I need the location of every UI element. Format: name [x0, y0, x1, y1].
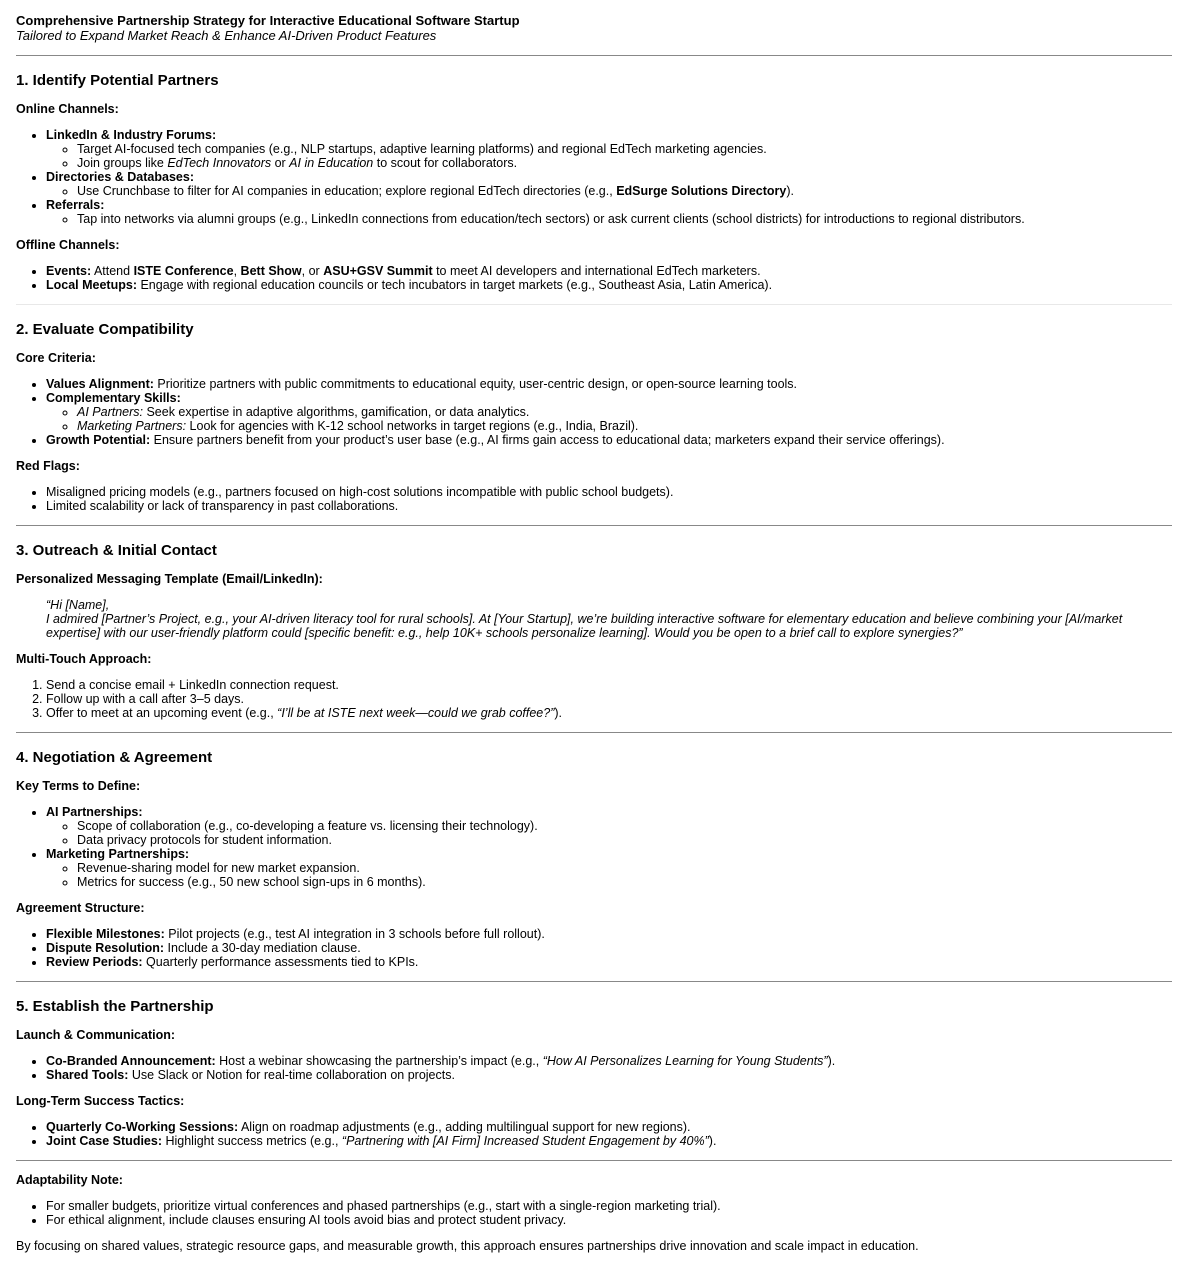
sub-list-item: ◦ AI Partners: Seek expertise in adaptive algorithms, gamification, or data analytics. — [77, 405, 1172, 419]
message-template: “Hi [Name], I admired [Partner’s Project, e.g., your AI-driven literacy tool for rural schools]. At [Your Startup], we’re building interactive software for elementary education and believe combining your [AI/market expertise] with our user-friendly platform could [specific benefit: e.g., help 10K+ schools personalize learning]. Would you be open to a brief call to explore synergies?” — [46, 598, 1123, 640]
red-flags-list — [16, 485, 1172, 513]
document-title: Comprehensive Partnership Strategy for Interactive Educational Software Startup — [16, 13, 520, 28]
subsection-heading: Personalized Messaging Template (Email/LinkedIn): — [16, 572, 323, 586]
section-heading: 4. Negotiation & Agreement — [16, 749, 213, 766]
sub-list-item: ◦ Data privacy protocols for student information. — [77, 833, 1172, 847]
long-term-list — [16, 1120, 1172, 1148]
list-item: • Limited scalability or lack of transparency in past collaborations. — [46, 499, 1172, 513]
list-item: • Dispute Resolution: Include a 30-day mediation clause. — [46, 941, 1172, 955]
sub-list-item: ◦ Metrics for success (e.g., 50 new school sign-ups in 6 months). — [77, 875, 1172, 889]
divider — [16, 525, 1172, 526]
subsection-heading: Launch & Communication: — [16, 1028, 176, 1042]
list-item: • Values Alignment: Prioritize partners with public commitments to educational equity, user-centric design, or open-source learning tools. — [46, 377, 1172, 391]
section-evaluate-compatibility — [16, 321, 1172, 513]
list-item — [46, 128, 1172, 170]
sub-list-item: ◦ Tap into networks via alumni groups (e.g., LinkedIn connections from education/tech sectors) or ask current clients (school districts) for introductions to regional distributors. — [77, 212, 1172, 226]
list-item: 3. Offer to meet at an upcoming event (e.g., “I’ll be at ISTE next week—could we grab coffee?”). — [46, 706, 1172, 720]
multi-touch-steps — [16, 678, 1172, 720]
item-label: Complementary Skills: — [46, 391, 181, 405]
list-item: • Local Meetups: Engage with regional education councils or tech incubators in target markets (e.g., Southeast Asia, Latin America). — [46, 278, 1172, 292]
section-negotiation — [16, 749, 1172, 969]
sub-list — [46, 212, 1172, 226]
launch-list — [16, 1054, 1172, 1082]
divider — [16, 981, 1172, 982]
sub-list — [46, 819, 1172, 847]
list-item: • For ethical alignment, include clauses ensuring AI tools avoid bias and protect student privacy. — [46, 1213, 1172, 1227]
list-item: • Quarterly Co-Working Sessions: Align on roadmap adjustments (e.g., adding multilingual support for new regions). — [46, 1120, 1172, 1134]
subsection-heading: Core Criteria: — [16, 351, 96, 365]
list-item — [46, 170, 1172, 198]
section-establish-partnership — [16, 998, 1172, 1148]
sub-list — [46, 184, 1172, 198]
list-item: • Review Periods: Quarterly performance assessments tied to KPIs. — [46, 955, 1172, 969]
closing-statement: By focusing on shared values, strategic resource gaps, and measurable growth, this approach ensures partnerships drive innovation and scale impact in education. — [16, 1239, 919, 1253]
core-criteria-list — [16, 377, 1172, 447]
sub-list — [46, 405, 1172, 433]
sub-list-item: ◦ Marketing Partners: Look for agencies with K-12 school networks in target regions (e.g., India, Brazil). — [77, 419, 1172, 433]
item-label: Directories & Databases: — [46, 170, 194, 184]
agreement-structure-list — [16, 927, 1172, 969]
sub-list-item: ◦ Target AI-focused tech companies (e.g., NLP startups, adaptive learning platforms) and regional EdTech marketing agencies. — [77, 142, 1172, 156]
list-item: • Events: Attend ISTE Conference, Bett Show, or ASU+GSV Summit to meet AI developers and international EdTech marketers. — [46, 264, 1172, 278]
list-item: 2. Follow up with a call after 3–5 days. — [46, 692, 1172, 706]
item-label: AI Partnerships: — [46, 805, 143, 819]
sub-list — [46, 142, 1172, 170]
offline-channels-list — [16, 264, 1172, 292]
item-label: Marketing Partnerships: — [46, 847, 190, 861]
divider — [16, 1160, 1172, 1161]
list-item — [46, 198, 1172, 226]
subsection-heading: Key Terms to Define: — [16, 779, 141, 793]
item-label: LinkedIn & Industry Forums: — [46, 128, 217, 142]
key-terms-list — [16, 805, 1172, 889]
section-identify-partners — [16, 72, 1172, 292]
list-item — [46, 847, 1172, 889]
list-item — [46, 805, 1172, 847]
divider — [16, 732, 1172, 733]
list-item: • Misaligned pricing models (e.g., partners focused on high-cost solutions incompatible with public school budgets). — [46, 485, 1172, 499]
divider — [16, 55, 1172, 56]
list-item — [46, 391, 1172, 433]
sub-list-item: ◦ Join groups like EdTech Innovators or AI in Education to scout for collaborators. — [77, 156, 1172, 170]
subsection-heading: Online Channels: — [16, 102, 119, 116]
section-heading: 2. Evaluate Compatibility — [16, 321, 194, 338]
sub-list-item: ◦ Scope of collaboration (e.g., co-developing a feature vs. licensing their technology). — [77, 819, 1172, 833]
section-adaptability — [16, 1173, 1172, 1253]
adaptability-list — [16, 1199, 1172, 1227]
document-subtitle: Tailored to Expand Market Reach & Enhance AI-Driven Product Features — [16, 28, 437, 43]
subsection-heading: Agreement Structure: — [16, 901, 145, 915]
subsection-heading: Long-Term Success Tactics: — [16, 1094, 185, 1108]
divider — [16, 304, 1172, 305]
sub-list-item: ◦ Use Crunchbase to filter for AI companies in education; explore regional EdTech directories (e.g., EdSurge Solutions Directory). — [77, 184, 1172, 198]
online-channels-list — [16, 128, 1172, 226]
section-heading: 3. Outreach & Initial Contact — [16, 542, 217, 559]
subsection-heading: Offline Channels: — [16, 238, 120, 252]
list-item: 1. Send a concise email + LinkedIn connection request. — [46, 678, 1172, 692]
item-label: Referrals: — [46, 198, 105, 212]
sub-list-item: ◦ Revenue-sharing model for new market expansion. — [77, 861, 1172, 875]
section-outreach — [16, 542, 1172, 720]
list-item: • For smaller budgets, prioritize virtual conferences and phased partnerships (e.g., start with a single-region marketing trial). — [46, 1199, 1172, 1213]
section-heading: 5. Establish the Partnership — [16, 998, 214, 1015]
list-item: • Shared Tools: Use Slack or Notion for real-time collaboration on projects. — [46, 1068, 1172, 1082]
subsection-heading: Adaptability Note: — [16, 1173, 123, 1187]
list-item: • Flexible Milestones: Pilot projects (e.g., test AI integration in 3 schools before full rollout). — [46, 927, 1172, 941]
subsection-heading: Multi-Touch Approach: — [16, 652, 152, 666]
section-heading: 1. Identify Potential Partners — [16, 72, 219, 89]
list-item: • Growth Potential: Ensure partners benefit from your product’s user base (e.g., AI firms gain access to educational data; marketers expand their service offerings). — [46, 433, 1172, 447]
list-item: • Joint Case Studies: Highlight success metrics (e.g., “Partnering with [AI Firm] Increased Student Engagement by 40%”). — [46, 1134, 1172, 1148]
subsection-heading: Red Flags: — [16, 459, 80, 473]
sub-list — [46, 861, 1172, 889]
list-item: • Co-Branded Announcement: Host a webinar showcasing the partnership’s impact (e.g., “How AI Personalizes Learning for Young Students”). — [46, 1054, 1172, 1068]
